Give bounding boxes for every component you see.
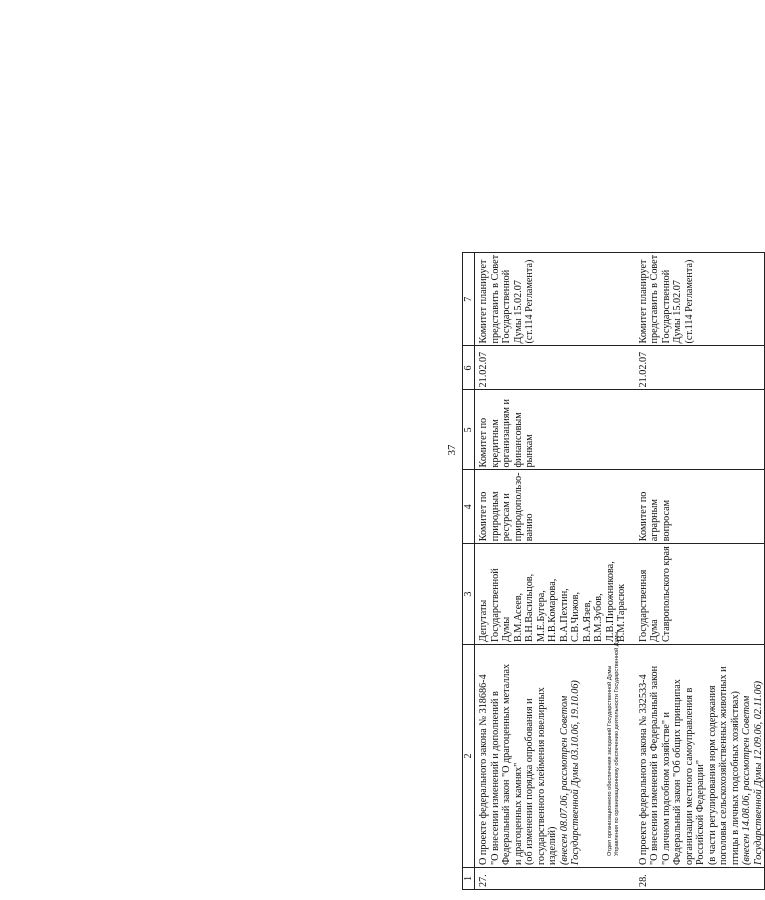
- bill-title-line: О проекте федерального закона № 332533-4: [637, 674, 649, 865]
- bill-title-line: (внесен 08.07.06, рассмотрен Советом: [558, 695, 570, 865]
- row-number-value: 27.: [478, 874, 489, 887]
- co-committee-line: организациям и: [501, 399, 512, 468]
- table-row: [475, 252, 628, 889]
- bill-authors-line: Л.В.Пирожникова,: [604, 561, 616, 642]
- plan-note-line: Комитет планирует: [637, 259, 649, 344]
- bill-authors-line: Дума: [649, 619, 660, 642]
- responsible-committee: [628, 470, 765, 544]
- bill-title: [628, 645, 765, 868]
- header-cell: 2: [463, 645, 475, 868]
- bill-authors-line: Ставропольского края: [660, 546, 672, 642]
- header-cell: 4: [463, 470, 475, 544]
- bill-title-line: Государственной Думы 03.10.06, 19.10.06): [570, 680, 581, 865]
- bill-authors-line: М.Е.Бугера,: [535, 590, 547, 642]
- co-committee-line: рынкам: [524, 434, 535, 468]
- plan-note-line: (ст.114 Регламента): [683, 259, 695, 344]
- page-number: 37: [446, 444, 458, 456]
- bill-authors-line: Государственная: [637, 569, 649, 642]
- plan-note-line: Государственной: [660, 269, 672, 344]
- plan-note-line: Думы 15.02.07: [672, 280, 683, 344]
- row-number: [475, 868, 628, 890]
- bill-title-line: государственного клеймения ювелирных: [535, 687, 547, 865]
- row-number-value: 28.: [637, 874, 649, 887]
- bill-title-line: Федеральный закон "О драгоценных металлах: [501, 663, 512, 865]
- bill-authors-line: Депутаты: [478, 599, 489, 642]
- footer-line: Отдел организационного обеспечения заседаний Государственной Думы: [607, 665, 613, 856]
- responsible-committee-line: Комитет по: [637, 491, 649, 542]
- plan-note: [475, 252, 628, 346]
- bill-authors-line: В.Н.Васильцов,: [524, 573, 535, 642]
- bill-authors-line: В.М.Тарасюк: [616, 583, 627, 642]
- review-date-value: 21.02.07: [637, 351, 649, 388]
- responsible-committee-line: природопользо-: [512, 472, 524, 542]
- bill-title-line: птицы в личных подсобных хозяйствах): [729, 691, 741, 865]
- review-date-value: 21.02.07: [478, 351, 489, 388]
- bill-title-line: и драгоценных камнях": [512, 762, 524, 865]
- bill-authors: [628, 544, 765, 645]
- responsible-committee-line: ванию: [524, 513, 535, 542]
- responsible-committee-line: природным: [489, 491, 501, 542]
- bill-title-line: (внесен 14.08.06, рассмотрен Советом: [741, 695, 752, 865]
- bill-title: [475, 645, 628, 868]
- co-committee: [628, 390, 765, 470]
- co-committee-line: Комитет по: [478, 417, 489, 468]
- responsible-committee-line: вопросам: [660, 499, 672, 542]
- header-cell: 3: [463, 544, 475, 645]
- responsible-committee-line: аграрным: [649, 499, 660, 542]
- footer: [607, 632, 621, 856]
- bill-authors-line: В.М.Асеев,: [512, 592, 524, 642]
- responsible-committee-line: ресурсам и: [501, 493, 512, 542]
- plan-note-line: Думы 15.02.07: [512, 280, 524, 344]
- header-row: [463, 252, 475, 889]
- plan-note-line: представить в Совет: [489, 254, 501, 344]
- bill-authors-line: Н.В.Комарова,: [547, 578, 558, 642]
- plan-note-line: представить в Совет: [649, 254, 660, 344]
- bill-authors-line: В.А.Пехтин,: [558, 588, 570, 642]
- co-committee: [475, 390, 628, 470]
- header-cell: 7: [463, 252, 475, 346]
- header-cell: 1: [463, 868, 475, 890]
- table-row: [628, 252, 765, 889]
- bill-authors: [475, 544, 628, 645]
- bill-title-line: О проекте федерального закона № 318686-4: [478, 674, 489, 865]
- footer-line: Управления по организационному обеспечению деятельности Государственной Думы: [614, 631, 620, 856]
- bill-title-line: (в части регулирования норм содержания: [706, 685, 718, 865]
- plan-note-line: Комитет планирует: [478, 259, 489, 344]
- bill-authors-line: В.М.Зубов,: [593, 593, 604, 642]
- bill-title-line: "О внесении изменений в Федеральный закон: [649, 665, 660, 865]
- bill-authors-line: С.В.Чижов,: [570, 592, 581, 642]
- header-cell: 5: [463, 390, 475, 470]
- bill-title-line: "О внесении изменений и дополнений в: [489, 691, 501, 865]
- bill-title-line: "О личном подсобном хозяйстве" и: [660, 711, 672, 865]
- bill-title-line: организации местного самоуправления в: [683, 687, 695, 865]
- bill-title-line: Федеральный закон "Об общих принципах: [672, 679, 683, 865]
- bill-title-line: изделий): [547, 826, 558, 865]
- plan-note-line: (ст.114 Регламента): [524, 259, 535, 344]
- bill-title-line: Государственной Думы 12.09.06, 02.11.06): [752, 680, 764, 865]
- plan-note-line: Государственной: [501, 269, 512, 344]
- bill-authors-line: В.А.Язев,: [581, 600, 593, 642]
- review-date: [628, 346, 765, 390]
- bill-title-line: поголовья сельскохозяйственных животных и: [718, 666, 729, 865]
- bill-title-line: (об изменении порядка опробования и: [524, 698, 535, 865]
- review-date: [475, 346, 628, 390]
- bill-title-line: Российской Федерации": [695, 759, 706, 865]
- responsible-committee: [475, 470, 628, 544]
- co-committee-line: финансовым: [512, 412, 524, 468]
- bill-authors-line: Думы: [501, 616, 512, 642]
- plan-note: [628, 252, 765, 346]
- row-number: [628, 868, 765, 890]
- header-cell: 6: [463, 346, 475, 390]
- bill-authors-line: Государственной: [489, 568, 501, 642]
- responsible-committee-line: Комитет по: [478, 491, 489, 542]
- co-committee-line: кредитным: [489, 419, 501, 468]
